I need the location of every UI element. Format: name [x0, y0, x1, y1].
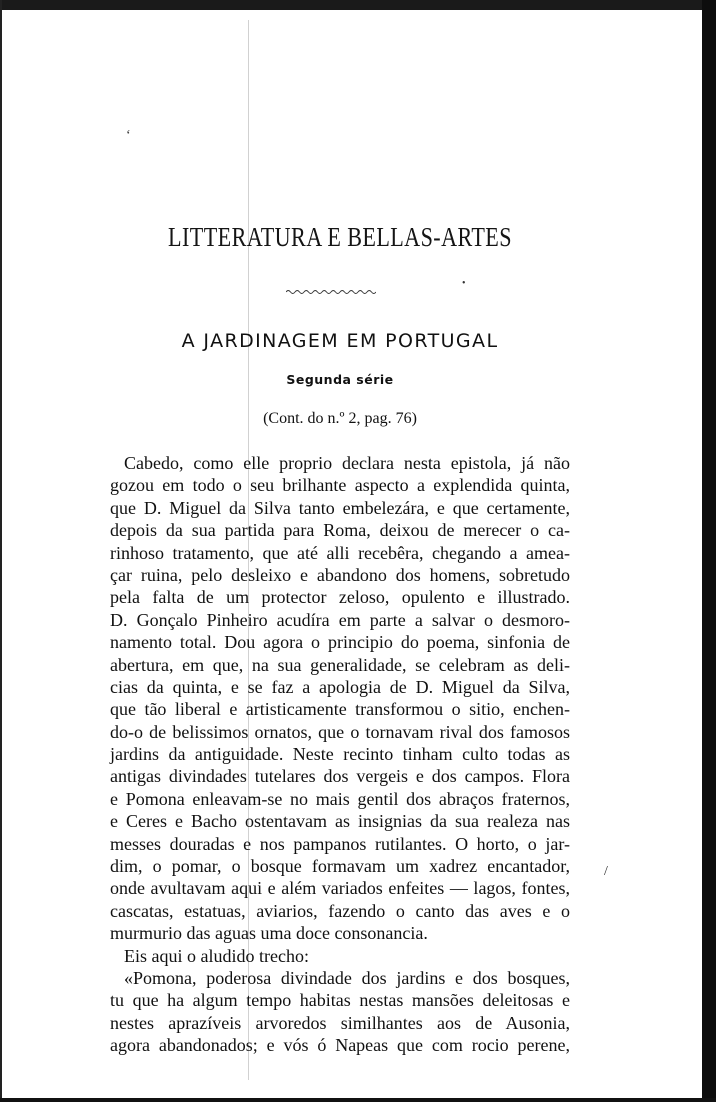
scan-speck: • [462, 278, 466, 289]
body-line: Eis aqui o aludido trecho: [124, 945, 309, 966]
article-title: A JARDINAGEM EM PORTUGAL [181, 330, 499, 352]
body-line: antigas divindades tutelares dos vergeis e dos campos. Flora [110, 766, 570, 787]
body-line: gozou em todo o seu brilhante aspecto a explendida quinta, [110, 475, 570, 496]
body-line: murmurio das aguas uma doce consonancia. [110, 923, 428, 944]
body-line: rinhoso tratamento, que até alli recebêra, chegando a amea- [110, 542, 570, 563]
scan-speck: / [604, 864, 608, 879]
body-line: cascatas, estatuas, aviarios, fazendo o canto das aves e o [110, 900, 570, 921]
body-line: e Pomona enleavam-se no mais gentil dos abraços fraternos, [110, 788, 570, 809]
section-title: LITTERATURA E BELLAS-ARTES [168, 222, 512, 252]
body-line: çar ruina, pelo desleixo e abandono dos homens, sobretudo [110, 564, 570, 585]
continuation-note: (Cont. do n.º 2, pag. 76) [263, 410, 417, 427]
body-line: nestes aprazíveis arvoredos similhantes aos de Ausonia, [110, 1012, 570, 1033]
wavy-rule-ornament [286, 288, 376, 296]
body-line: agora abandonados; e vós ó Napeas que com rocio perene, [110, 1035, 570, 1056]
body-line: cias da quinta, e se faz a apologia de D. Miguel da Silva, [110, 676, 570, 697]
body-line: do-o de belissimos ornatos, que o tornavam rival dos famosos [110, 721, 570, 742]
body-line: e Ceres e Bacho ostentavam as insignias da sua realeza nas [110, 811, 570, 832]
body-line: messes douradas e nos pampanos rutilantes. O horto, o jar- [110, 833, 570, 854]
body-line: onde avultavam aqui e além variados enfeites — lagos, fontes, [110, 878, 570, 899]
body-line: «Pomona, poderosa divindade dos jardins e dos bosques, [124, 967, 570, 988]
body-line: namento total. Dou agora o principio do poema, sinfonia de [110, 632, 570, 653]
document-page [110, 0, 570, 1102]
body-line: dim, o pomar, o bosque formavam um xadrez encantador, [110, 856, 570, 877]
body-line: Cabedo, como elle proprio declara nesta epistola, já não [124, 453, 570, 473]
body-line: que tão liberal e artisticamente transformou o sitio, enchen- [110, 699, 570, 720]
scan-speck: ‘ [126, 128, 131, 143]
body-line: que D. Miguel da Silva tanto embelezára, e que certamente, [110, 497, 570, 518]
body-line: tu que ha algum tempo habitas nestas mansões deleitosas e [110, 990, 570, 1011]
body-line: pela falta de um protector zeloso, opulento e illustrado. [110, 587, 570, 608]
scan-border-left [0, 0, 2, 1102]
scan-border-right [702, 0, 716, 1102]
body-line: depois da sua partida para Roma, deixou de merecer o ca- [110, 520, 570, 541]
body-line: D. Gonçalo Pinheiro acudíra em parte a salvar o desmoro- [110, 609, 570, 630]
article-body [110, 452, 570, 1057]
article-subtitle: Segunda série [286, 372, 394, 387]
body-line: jardins da antiguidade. Neste recinto tinham culto todas as [110, 744, 570, 765]
body-line: abertura, em que, na sua generalidade, se celebram as deli- [110, 654, 570, 675]
